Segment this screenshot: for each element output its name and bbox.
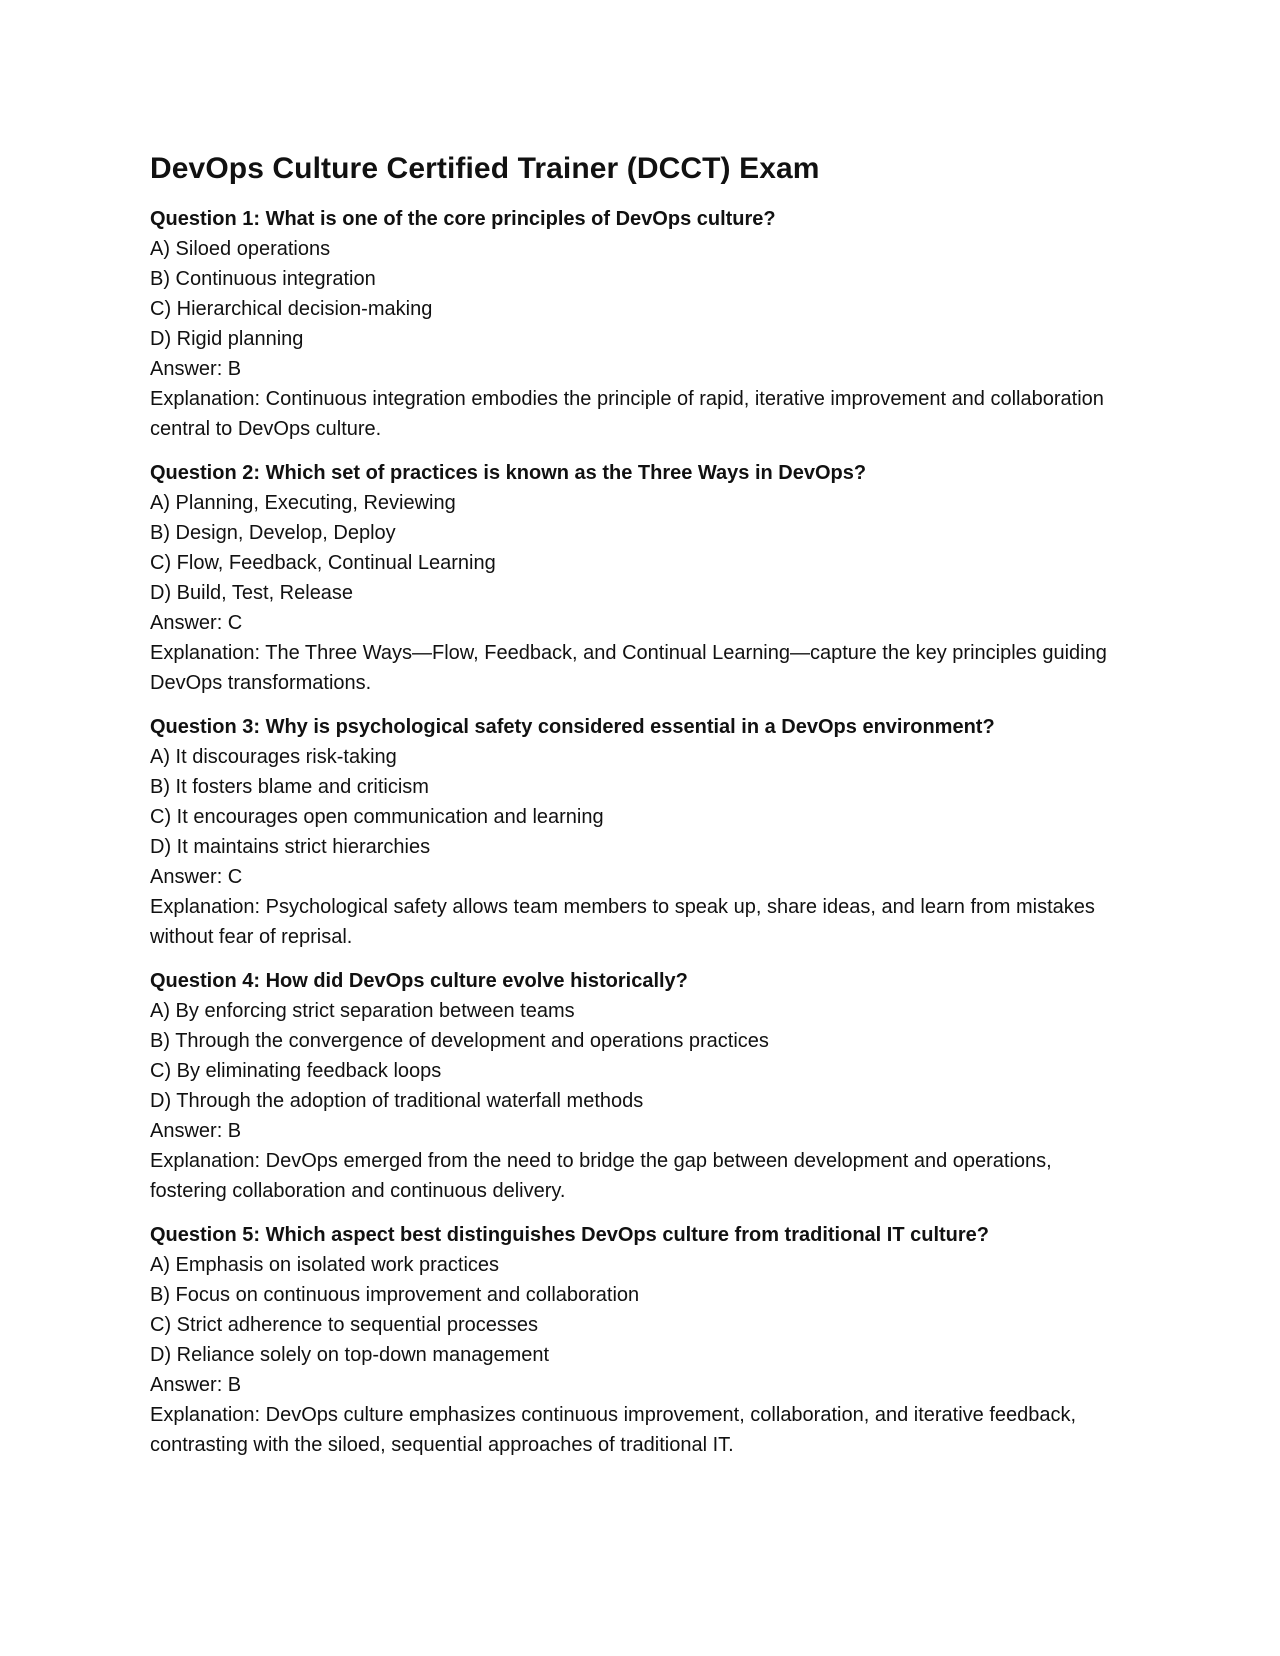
explanation-text: Explanation: DevOps culture emphasizes continuous improvement, collaboration, and iterative feedback, contrasting with the siloed, sequential approaches of traditional IT. (150, 1403, 1077, 1456)
question-block-4 (150, 966, 1150, 1206)
question-block-2 (150, 458, 1150, 698)
question-block-3 (150, 712, 1150, 952)
option-c: C) By eliminating feedback loops (150, 1059, 442, 1082)
explanation-text: Explanation: DevOps emerged from the need to bridge the gap between development and operations, fostering collaboration and continuous delivery. (150, 1149, 1052, 1202)
question-block-5 (150, 1220, 1150, 1460)
question-text: Question 1: What is one of the core principles of DevOps culture? (150, 207, 776, 230)
option-d: D) Reliance solely on top-down management (150, 1343, 550, 1366)
option-d: D) It maintains strict hierarchies (150, 835, 431, 858)
option-a: A) Emphasis on isolated work practices (150, 1253, 500, 1276)
option-c: C) Hierarchical decision-making (150, 297, 433, 320)
question-text: Question 5: Which aspect best distinguishes DevOps culture from traditional IT culture? (150, 1223, 990, 1246)
document-page (150, 150, 1150, 1474)
option-c: C) It encourages open communication and learning (150, 805, 604, 828)
explanation-text: Explanation: Continuous integration embodies the principle of rapid, iterative improvement and collaboration central to DevOps culture. (150, 387, 1104, 440)
option-a: A) It discourages risk-taking (150, 745, 397, 768)
option-d: D) Through the adoption of traditional waterfall methods (150, 1089, 644, 1112)
option-b: B) Through the convergence of development and operations practices (150, 1029, 769, 1052)
option-d: D) Rigid planning (150, 327, 304, 350)
explanation-text: Explanation: Psychological safety allows team members to speak up, share ideas, and learn from mistakes without fear of reprisal. (150, 895, 1095, 948)
option-b: B) Focus on continuous improvement and collaboration (150, 1283, 640, 1306)
option-b: B) It fosters blame and criticism (150, 775, 429, 798)
explanation-text: Explanation: The Three Ways—Flow, Feedback, and Continual Learning—capture the key principles guiding DevOps transformations. (150, 641, 1107, 694)
answer-text: Answer: B (150, 1119, 242, 1142)
question-text: Question 2: Which set of practices is known as the Three Ways in DevOps? (150, 461, 867, 484)
answer-text: Answer: B (150, 357, 242, 380)
option-a: A) By enforcing strict separation between teams (150, 999, 575, 1022)
document-title: DevOps Culture Certified Trainer (DCCT) Exam (150, 152, 820, 185)
answer-text: Answer: C (150, 865, 243, 888)
option-d: D) Build, Test, Release (150, 581, 354, 604)
option-c: C) Strict adherence to sequential processes (150, 1313, 538, 1336)
option-b: B) Design, Develop, Deploy (150, 521, 396, 544)
option-b: B) Continuous integration (150, 267, 376, 290)
option-c: C) Flow, Feedback, Continual Learning (150, 551, 496, 574)
question-text: Question 4: How did DevOps culture evolve historically? (150, 969, 688, 992)
question-text: Question 3: Why is psychological safety considered essential in a DevOps environment? (150, 715, 995, 738)
answer-text: Answer: C (150, 611, 243, 634)
option-a: A) Siloed operations (150, 237, 331, 260)
answer-text: Answer: B (150, 1373, 242, 1396)
question-block-1 (150, 204, 1150, 444)
option-a: A) Planning, Executing, Reviewing (150, 491, 456, 514)
